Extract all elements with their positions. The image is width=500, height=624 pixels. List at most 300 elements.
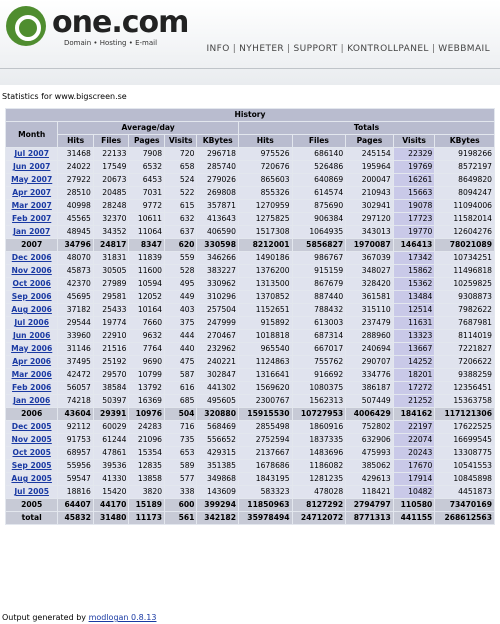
value-cell: 4451873 [435,486,494,498]
value-cell: 658 [165,161,196,173]
month-cell [6,213,57,225]
value-cell: 640869 [293,174,346,186]
nav-separator: | [232,44,237,54]
month-link[interactable]: May 2006 [11,344,53,353]
value-cell: 334776 [346,369,393,381]
value-cell: 357871 [197,200,238,212]
value-cell: 15915530 [239,408,292,420]
month-cell [6,330,57,342]
table-row [6,434,494,446]
value-cell: 865603 [239,174,292,186]
value-cell: 9690 [129,356,164,368]
value-cell: 12356451 [435,382,494,394]
value-cell: 60029 [94,421,129,433]
value-cell: 28248 [94,200,129,212]
month-link[interactable]: Dec 2006 [11,253,52,262]
month-link[interactable]: Apr 2007 [12,188,52,197]
value-cell: 55956 [58,460,93,472]
value-cell: 15862 [394,265,435,277]
value-cell: 429315 [197,447,238,459]
table-row [6,174,494,186]
totals-header: Totals [239,122,494,134]
value-cell: 50397 [94,395,129,407]
value-cell: 296718 [197,148,238,160]
value-cell: 24283 [129,421,164,433]
value-cell: 22133 [94,148,129,160]
value-cell: 44170 [94,499,129,511]
nav-support[interactable]: SUPPORT [293,44,338,54]
value-cell: 2855498 [239,421,292,433]
value-cell: 6453 [129,174,164,186]
value-cell: 12052 [129,291,164,303]
value-cell: 11600 [129,265,164,277]
value-cell: 320880 [197,408,238,420]
value-cell: 247999 [197,317,238,329]
modlogan-link[interactable]: modlogan 0.8.13 [88,613,157,622]
value-cell: 19769 [394,161,435,173]
value-cell: 24712072 [293,512,346,524]
value-cell: 195964 [346,161,393,173]
value-cell: 8127292 [293,499,346,511]
value-cell: 288960 [346,330,393,342]
table-row [6,265,494,277]
value-cell: 1064935 [293,226,346,238]
value-cell: 478028 [293,486,346,498]
value-cell: 11582014 [435,213,494,225]
value-cell: 34796 [58,239,93,251]
value-cell: 10482 [394,486,435,498]
value-cell: 68957 [58,447,93,459]
month-link[interactable]: Oct 2005 [12,448,51,457]
table-row [6,382,494,394]
value-cell: 20673 [94,174,129,186]
value-cell: 15189 [129,499,164,511]
value-cell: 91753 [58,434,93,446]
value-cell: 7982622 [435,304,494,316]
value-cell: 29581 [94,291,129,303]
value-cell: 31468 [58,148,93,160]
value-cell: 13308775 [435,447,494,459]
value-cell: 1860916 [293,421,346,433]
value-cell: 330962 [197,278,238,290]
value-cell: 10164 [129,304,164,316]
value-cell: 25192 [94,356,129,368]
footer-text: Output generated by [2,613,89,622]
value-cell: 35978494 [239,512,292,524]
value-cell: 441155 [394,512,435,524]
value-cell: 13858 [129,473,164,485]
value-cell: 25433 [94,304,129,316]
value-cell: 59547 [58,473,93,485]
value-cell: 47861 [94,447,129,459]
value-cell: 22197 [394,421,435,433]
value-cell: 42370 [58,278,93,290]
value-cell: 906384 [293,213,346,225]
value-cell: 29570 [94,369,129,381]
value-cell: 8347 [129,239,164,251]
value-cell: 8649820 [435,174,494,186]
value-cell: 10734251 [435,252,494,264]
month-link[interactable]: Jun 2007 [12,162,51,171]
month-link[interactable]: Apr 2006 [12,357,52,366]
value-cell: 24022 [58,161,93,173]
value-cell: 19770 [394,226,435,238]
value-cell: 653 [165,447,196,459]
month-cell [6,356,57,368]
month-cell [6,304,57,316]
header-divider [0,68,500,69]
value-cell: 429613 [346,473,393,485]
value-cell: 245154 [346,148,393,160]
month-link[interactable]: Aug 2006 [11,305,52,314]
value-cell: 556652 [197,434,238,446]
col-total-visits: Visits [394,135,435,147]
value-cell: 40998 [58,200,93,212]
value-cell: 755762 [293,356,346,368]
table-row [6,343,494,355]
value-cell: 2794797 [346,499,393,511]
month-link[interactable]: Dec 2005 [11,422,52,431]
value-cell: 11839 [129,252,164,264]
value-cell: 13323 [394,330,435,342]
top-navigation [206,44,490,54]
col-avg-visits: Visits [165,135,196,147]
value-cell: 21096 [129,434,164,446]
value-cell: 27922 [58,174,93,186]
value-cell: 146413 [394,239,435,251]
value-cell: 30505 [94,265,129,277]
value-cell: 361581 [346,291,393,303]
value-cell: 17622525 [435,421,494,433]
value-cell: 2137667 [239,447,292,459]
value-cell: 8771313 [346,512,393,524]
month-link[interactable]: Jul 2006 [14,318,49,327]
value-cell: 1018818 [239,330,292,342]
footer [2,613,156,622]
month-link[interactable]: Feb 2007 [12,214,52,223]
col-total-pages: Pages [346,135,393,147]
value-cell: 15362 [394,278,435,290]
month-link[interactable]: Mar 2007 [11,201,52,210]
table-row [6,395,494,407]
table-row [6,317,494,329]
value-cell: 475 [165,356,196,368]
value-cell: 440 [165,343,196,355]
value-cell: 240221 [197,356,238,368]
value-cell: 297120 [346,213,393,225]
value-cell: 29391 [94,408,129,420]
value-cell: 752802 [346,421,393,433]
value-cell: 965540 [239,343,292,355]
year-summary-row [6,408,494,420]
value-cell: 74218 [58,395,93,407]
nav-kontrollpanel[interactable]: KONTROLLPANEL [347,44,429,54]
month-link[interactable]: Jul 2005 [14,487,49,496]
table-row [6,148,494,160]
value-cell: 32370 [94,213,129,225]
month-link[interactable]: Sep 2006 [11,292,52,301]
value-cell: 118421 [346,486,393,498]
value-cell: 16261 [394,174,435,186]
table-row [6,473,494,485]
value-cell: 887440 [293,291,346,303]
one-com-logo[interactable] [6,6,196,52]
table-row [6,330,494,342]
value-cell: 200047 [346,174,393,186]
average-per-day-header: Average/day [58,122,238,134]
value-cell: 302847 [197,369,238,381]
col-total-kbytes: KBytes [435,135,494,147]
logo-brand-text: one.com [52,5,189,40]
table-row [6,161,494,173]
value-cell: 338 [165,486,196,498]
value-cell: 399294 [197,499,238,511]
value-cell: 1517308 [239,226,292,238]
col-avg-files: Files [94,135,129,147]
history-table-body [6,148,494,524]
value-cell: 10611 [129,213,164,225]
value-cell: 15354 [129,447,164,459]
month-link[interactable]: May 2007 [11,175,53,184]
value-cell: 413643 [197,213,238,225]
col-avg-pages: Pages [129,135,164,147]
nav-nyheter[interactable]: NYHETER [239,44,285,54]
value-cell: 41330 [94,473,129,485]
value-cell: 45832 [58,512,93,524]
nav-separator: | [287,44,291,54]
value-cell: 11064 [129,226,164,238]
value-cell: 10541553 [435,460,494,472]
value-cell: 15363758 [435,395,494,407]
value-cell: 240694 [346,343,393,355]
month-link[interactable]: Sep 2005 [11,461,52,470]
month-link[interactable]: Nov 2005 [11,435,52,444]
value-cell: 22074 [394,434,435,446]
month-cell [6,317,57,329]
value-cell: 9632 [129,330,164,342]
month-cell: 2006 [6,408,57,420]
month-link[interactable]: Feb 2006 [12,383,52,392]
value-cell: 12835 [129,460,164,472]
value-cell: 507449 [346,395,393,407]
nav-info[interactable]: INFO [206,44,230,54]
table-row [6,421,494,433]
value-cell: 3820 [129,486,164,498]
value-cell: 475993 [346,447,393,459]
value-cell: 92112 [58,421,93,433]
value-cell: 614574 [293,187,346,199]
value-cell: 9198266 [435,148,494,160]
month-cell [6,395,57,407]
value-cell: 587 [165,369,196,381]
value-cell: 4006429 [346,408,393,420]
value-cell: 268612563 [435,512,494,524]
value-cell: 637 [165,226,196,238]
value-cell: 716 [165,421,196,433]
value-cell: 7908 [129,148,164,160]
value-cell: 20485 [94,187,129,199]
value-cell: 330598 [197,239,238,251]
value-cell: 17272 [394,382,435,394]
col-avg-kbytes: KBytes [197,135,238,147]
value-cell: 269808 [197,187,238,199]
value-cell: 375 [165,317,196,329]
value-cell: 8094247 [435,187,494,199]
value-cell: 20243 [394,447,435,459]
col-month-header: Month [6,122,57,147]
month-cell [6,369,57,381]
value-cell: 367039 [346,252,393,264]
value-cell: 285740 [197,161,238,173]
value-cell: 7031 [129,187,164,199]
table-row [6,187,494,199]
value-cell: 15420 [94,486,129,498]
value-cell: 583323 [239,486,292,498]
value-cell: 110580 [394,499,435,511]
value-cell: 31146 [58,343,93,355]
value-cell: 12604276 [435,226,494,238]
month-link[interactable]: Jul 2007 [14,149,49,158]
value-cell: 18816 [58,486,93,498]
table-row [6,304,494,316]
value-cell: 343013 [346,226,393,238]
value-cell: 56057 [58,382,93,394]
value-cell: 7221827 [435,343,494,355]
value-cell: 237479 [346,317,393,329]
value-cell: 632 [165,213,196,225]
value-cell: 687314 [293,330,346,342]
value-cell: 686140 [293,148,346,160]
table-row [6,226,494,238]
value-cell: 1843195 [239,473,292,485]
value-cell: 559 [165,252,196,264]
year-summary-row [6,239,494,251]
month-link[interactable]: Oct 2006 [12,279,51,288]
value-cell: 915159 [293,265,346,277]
value-cell: 524 [165,174,196,186]
table-row [6,278,494,290]
table-row [6,486,494,498]
value-cell: 5856827 [293,239,346,251]
value-cell: 13667 [394,343,435,355]
month-cell [6,187,57,199]
value-cell: 11496818 [435,265,494,277]
value-cell: 1562313 [293,395,346,407]
value-cell: 21516 [94,343,129,355]
value-cell: 9388259 [435,369,494,381]
value-cell: 31480 [94,512,129,524]
value-cell: 45695 [58,291,93,303]
value-cell: 8114019 [435,330,494,342]
table-row [6,356,494,368]
value-cell: 143609 [197,486,238,498]
value-cell: 561 [165,512,196,524]
value-cell: 522 [165,187,196,199]
value-cell: 45873 [58,265,93,277]
value-cell: 1270959 [239,200,292,212]
value-cell: 403 [165,304,196,316]
value-cell: 855326 [239,187,292,199]
month-cell [6,460,57,472]
table-row [6,369,494,381]
value-cell: 351385 [197,460,238,472]
month-cell [6,382,57,394]
value-cell: 1316641 [239,369,292,381]
value-cell: 117121306 [435,408,494,420]
value-cell: 348027 [346,265,393,277]
value-cell: 13484 [394,291,435,303]
month-link[interactable]: Mar 2006 [11,370,52,379]
value-cell: 14252 [394,356,435,368]
value-cell: 1152651 [239,304,292,316]
logo-tagline: Domain • Hosting • E-mail [64,39,158,47]
value-cell: 2752594 [239,434,292,446]
nav-webbmail[interactable]: WEBBMAIL [438,44,490,54]
value-cell: 270467 [197,330,238,342]
logo-ring-icon [6,6,46,46]
value-cell: 916692 [293,369,346,381]
value-cell: 349868 [197,473,238,485]
value-cell: 257504 [197,304,238,316]
month-link[interactable]: Nov 2006 [11,266,52,275]
value-cell: 11094006 [435,200,494,212]
month-cell: 2007 [6,239,57,251]
history-table-wrapper [5,108,495,525]
value-cell: 2300767 [239,395,292,407]
value-cell: 45565 [58,213,93,225]
value-cell: 21252 [394,395,435,407]
value-cell: 19078 [394,200,435,212]
value-cell: 385062 [346,460,393,472]
value-cell: 22329 [394,148,435,160]
value-cell: 15663 [394,187,435,199]
value-cell: 735 [165,434,196,446]
value-cell: 600 [165,499,196,511]
value-cell: 19774 [94,317,129,329]
value-cell: 441302 [197,382,238,394]
month-cell [6,434,57,446]
value-cell: 27989 [94,278,129,290]
value-cell: 495 [165,278,196,290]
table-row [6,460,494,472]
month-link[interactable]: Jun 2006 [12,331,51,340]
value-cell: 37182 [58,304,93,316]
value-cell: 31831 [94,252,129,264]
value-cell: 17723 [394,213,435,225]
month-cell: 2005 [6,499,57,511]
nav-separator: | [431,44,436,54]
col-total-files: Files [293,135,346,147]
value-cell: 1281235 [293,473,346,485]
month-cell [6,200,57,212]
value-cell: 11850963 [239,499,292,511]
month-cell [6,447,57,459]
month-link[interactable]: Aug 2005 [11,474,52,483]
month-link[interactable]: Jan 2006 [13,396,51,405]
value-cell: 328420 [346,278,393,290]
value-cell: 915892 [239,317,292,329]
month-cell [6,291,57,303]
value-cell: 315110 [346,304,393,316]
value-cell: 1483696 [293,447,346,459]
value-cell: 1376200 [239,265,292,277]
value-cell: 18201 [394,369,435,381]
month-cell [6,161,57,173]
month-link[interactable]: Jan 2007 [13,227,51,236]
value-cell: 48070 [58,252,93,264]
table-row [6,200,494,212]
table-row [6,252,494,264]
